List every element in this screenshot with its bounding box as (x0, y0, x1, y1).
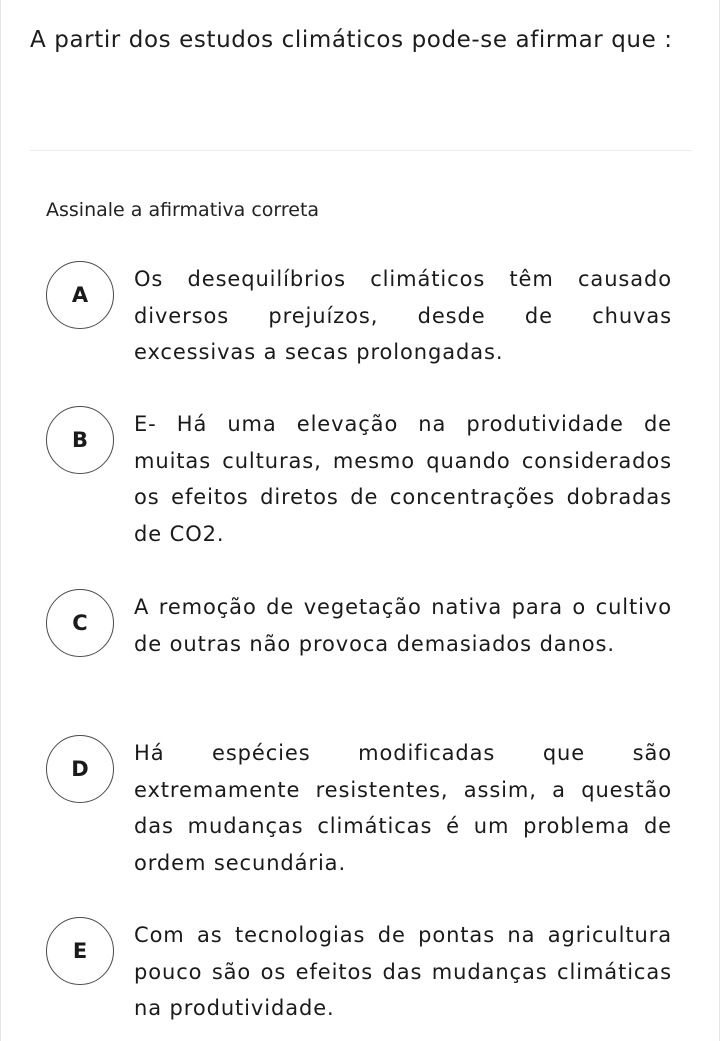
option-e-text[interactable]: Com as tecnologias de pontas na agricultura pouco são os efeitos das mudanças climáticas na produtividade. (134, 923, 672, 1020)
divider (30, 150, 692, 151)
option-b-text[interactable]: E- Há uma elevação na produtividade de muitas culturas, mesmo quando considerados os efeitos diretos de concentrações dobradas de CO2. (134, 412, 672, 546)
frame-left-border (0, 0, 1, 1041)
question-text: A partir dos estudos climáticos pode-se afirmar que : (30, 27, 673, 53)
option-c-letter-circle[interactable]: C (46, 589, 114, 657)
option-e-letter-circle[interactable]: E (46, 917, 114, 985)
instruction-text: Assinale a afirmativa correta (46, 199, 320, 221)
option-b-letter-circle[interactable]: B (46, 406, 114, 474)
option-d-text[interactable]: Há espécies modificadas que são extremamente resistentes, assim, a questão das mudanças climáticas é um problema de ordem secundária. (134, 741, 672, 875)
option-a-letter-circle[interactable]: A (46, 261, 114, 329)
option-a-text[interactable]: Os desequilíbrios climáticos têm causado diversos prejuízos, desde de chuvas excessivas a secas prolongadas. (134, 267, 672, 364)
option-c-text[interactable]: A remoção de vegetação nativa para o cultivo de outras não provoca demasiados danos. (134, 595, 672, 656)
option-d-letter-circle[interactable]: D (46, 735, 114, 803)
